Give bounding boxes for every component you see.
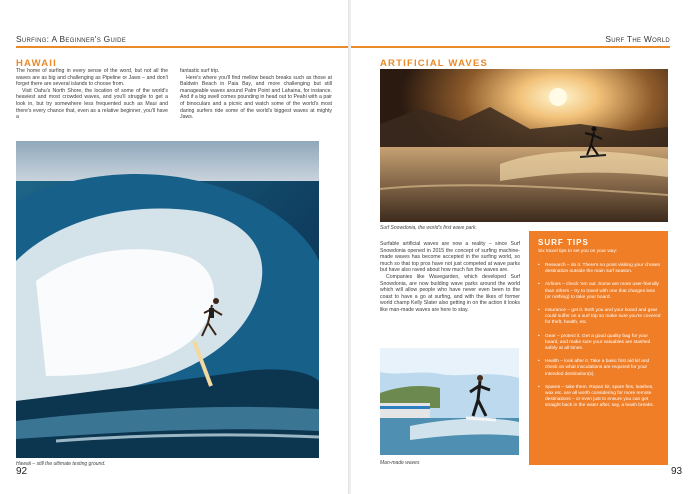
man-made-waves-photo [380, 348, 519, 455]
surf-tips-subtitle: Six travel tips to set you on your way: [538, 249, 618, 254]
tip-airlines: • Airlines – check 'em out. Some are more user-friendly than others – try to travel with one that charges less (or nothing) to take your board. [538, 282, 662, 301]
artificial-waves-heading: ARTIFICIAL WAVES [380, 58, 489, 69]
hawaii-column-1 [16, 68, 168, 121]
hawaii-paragraph-3: fantastic surf trip. [180, 68, 220, 74]
tip-research: • Research – do it. There's no point visiting your chosen destination outside the main surf season. [538, 263, 662, 275]
hawaii-caption: Hawaii – still the ultimate testing ground. [16, 461, 106, 467]
surf-tips-box [529, 231, 668, 465]
hawaii-paragraph-4: Here's where you'll find mellow beach breaks such as those at Baldwin Beach in Paia Bay, and more challenging but still manageable waves around Palm Point and Lahaina, for instance. And if a big swell comes pounding in head out to Peahi with a pair of binoculars and a picnic and watch some of the world's most daring surfers ride some of the world's biggest waves at mighty Jaws. [180, 74, 332, 121]
surf-snowdonia-photo [380, 69, 668, 222]
artificial-paragraph-1: Surfable artificial waves are now a reality – since Surf Snowdonia opened in 2015 the concept of surfing machine-made waves has become accepted in the surfing world, so much so that top pros have not just competed at wave parks but have also raved about how much fun the waves are. [380, 241, 520, 274]
page-number-left: 92 [16, 466, 28, 477]
hawaii-column-2 [180, 68, 332, 121]
page-number-right: 93 [671, 466, 683, 477]
snowdonia-caption: Surf Snowdonia, the world's first wave park. [380, 225, 477, 231]
header-rule-right [351, 46, 670, 48]
man-made-caption: Man-made waves [380, 460, 420, 466]
hawaii-heading: HAWAII [16, 58, 57, 69]
running-header-right: Surf The World [605, 34, 670, 44]
surf-tips-title: SURF TIPS [538, 238, 589, 247]
surf-tips-list [538, 263, 662, 417]
hawaii-paragraph-2: Visit Oahu's North Shore, the location of some of the world's heaviest and most crowded waves, and you'll struggle to get a look in, but try somewhere less frequented such as Maui and there's every chance that, even as a relative beginner, you'll have a [16, 87, 168, 121]
artificial-paragraph-2: Companies like Wavegarden, which developed Surf Snowdonia, are now building wave parks around the world which will allow people who have never even been to the coast to have a go at surfing, and with the likes of former world champ Kelly Slater also getting in on the action it looks like man-made waves are here to stay. [380, 273, 520, 313]
left-page [0, 0, 349, 494]
artificial-waves-text [380, 241, 520, 314]
tip-gear: • Gear – protect it. Get a good quality bag for your board, and make sure your valuables are stashed safely at all times. [538, 334, 662, 353]
tip-health: • Health – look after it. Take a basic first aid kit and check on what inoculations are required for your intended destination(s). [538, 359, 662, 378]
header-rule-left [16, 46, 349, 48]
tip-spares: • Spares – take them. Repair kit, spare fins, leashes, wax etc. are all worth considering for more remote destinations – or even just to ensure you can get straight back in the water after, say, a leash breaks. [538, 385, 662, 410]
hawaii-paragraph-1: The home of surfing in every sense of the word, but not all the waves are as big and challenging as Pipeline or Jaws – and don't forget there are several islands to choose from. [16, 68, 168, 88]
tip-insurance: • Insurance – get it. Both you and your board and gear could suffer on a surf trip so make sure you're covered for theft, health, etc. [538, 308, 662, 327]
hawaii-wave-photo [16, 141, 319, 458]
running-header-left: Surfing: A Beginner's Guide [16, 34, 127, 44]
